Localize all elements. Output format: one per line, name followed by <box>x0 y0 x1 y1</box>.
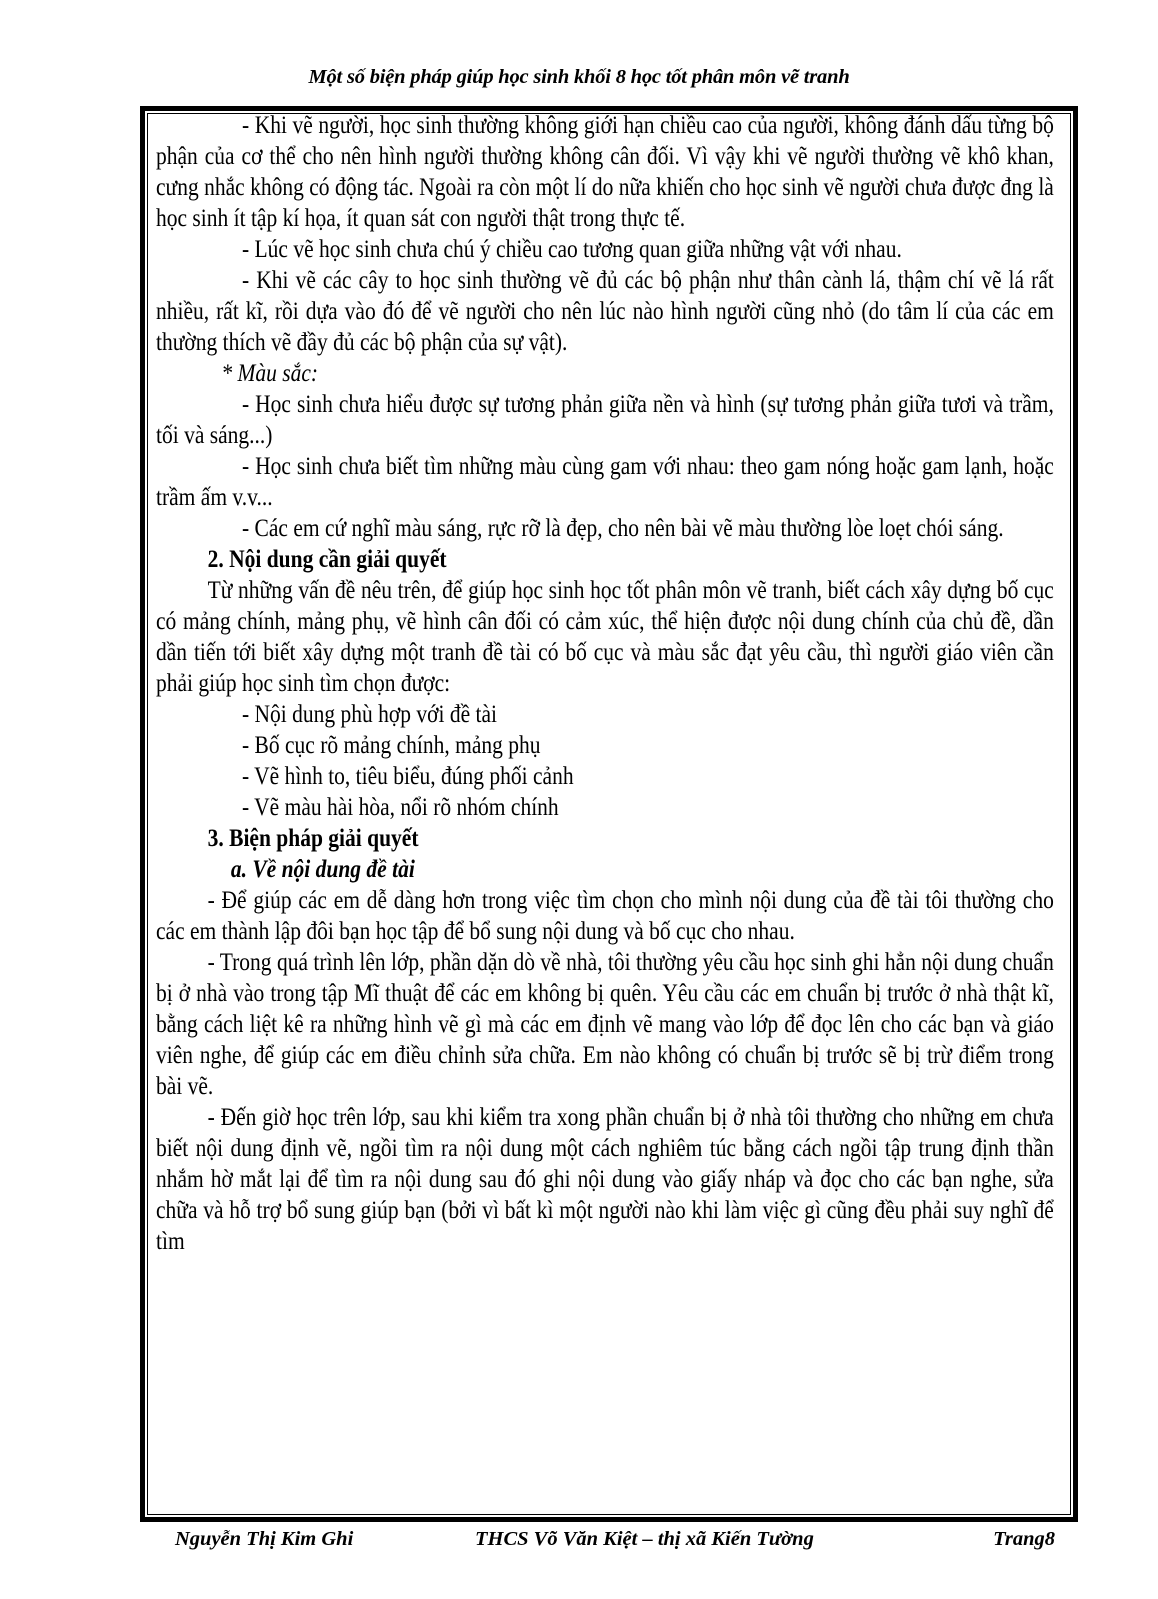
color-subheading: * Màu sắc: <box>221 360 319 387</box>
paragraph-relative-height: - Lúc vẽ học sinh chưa chú ý chiều cao tương quan giữa những vật với nhau. <box>242 236 902 263</box>
footer-page-number: Trang8 <box>993 1528 1055 1550</box>
list-item: - Nội dung phù hợp với đề tài <box>242 701 498 728</box>
paragraph-in-class: - Đến giờ học trên lớp, sau khi kiểm tra xong phần chuẩn bị ở nhà tôi thường cho những em chưa biết nội dung định vẽ, ngồi tìm ra nội dung một cách nghiêm túc bằng cách ngồi tập trung định thần nhắm hờ mắt lại để tìm ra nội dung sau đó ghi nội dung vào giấy nháp và đọc cho các bạn nghe, sửa chữa và hỗ trợ bổ sung giúp bạn (bởi vì bất kì một người nào khi làm việc gì cũng đều phải suy nghĩ để tìm <box>156 1104 1054 1255</box>
page-footer <box>175 1528 1055 1558</box>
section-2-heading: 2. Nội dung cần giải quyết <box>207 546 447 573</box>
paragraph-big-trees: - Khi vẽ các cây to học sinh thường vẽ đủ các bộ phận như thân cành lá, thậm chí vẽ lá rất nhiều, rất kĩ, rồi dựa vào đó để vẽ người cho nên lúc nào hình người cũng nhỏ (do tâm lí của các em thường thích vẽ đầy đủ các bộ phận của sự vật). <box>156 267 1054 356</box>
list-item: - Bố cục rõ mảng chính, mảng phụ <box>242 732 541 759</box>
section-2-intro: Từ những vấn đề nêu trên, để giúp học sinh học tốt phân môn vẽ tranh, biết cách xây dựng bố cục có mảng chính, mảng phụ, vẽ hình cân đối có cảm xúc, thể hiện được nội dung chính của chủ đề, dần dần tiến tới biết xây dựng một tranh đề tài có bố cục và màu sắc đạt yêu cầu, thì người giáo viên cần phải giúp học sinh tìm chọn được: <box>156 577 1054 697</box>
footer-school: THCS Võ Văn Kiệt – thị xã Kiến Tường <box>475 1528 814 1550</box>
section-3-heading: 3. Biện pháp giải quyết <box>207 825 419 852</box>
list-item: - Vẽ màu hài hòa, nổi rõ nhóm chính <box>242 794 559 821</box>
page-body <box>156 110 1054 1257</box>
list-item: - Vẽ hình to, tiêu biểu, đúng phối cảnh <box>242 763 574 790</box>
footer-author: Nguyễn Thị Kim Ghi <box>175 1528 354 1550</box>
paragraph-bright-colors: - Các em cứ nghĩ màu sáng, rực rỡ là đẹp, cho nên bài vẽ màu thường lòe loẹt chói sáng. <box>242 515 1004 542</box>
paragraph-drawing-people: - Khi vẽ người, học sinh thường không giới hạn chiều cao của người, không đánh dấu từng bộ phận của cơ thể cho nên hình người thường không cân đối. Vì vậy khi vẽ người thường vẽ khô khan, cưng nhắc không có động tác. Ngoài ra còn một lí do nữa khiến cho học sinh vẽ người chưa được đng là học sinh ít tập kí họa, ít quan sát con người thật trong thực tế. <box>156 112 1054 232</box>
paragraph-study-pairs: - Để giúp các em dễ dàng hơn trong việc tìm chọn cho mình nội dung của đề tài tôi thường cho các em thành lập đôi bạn học tập để bổ sung nội dung và bố cục cho nhau. <box>156 887 1054 945</box>
paragraph-homework-prep: - Trong quá trình lên lớp, phần dặn dò về nhà, tôi thường yêu cầu học sinh ghi hẳn nội dung chuẩn bị ở nhà vào trong tập Mĩ thuật để các em không bị quên. Yêu cầu các em chuẩn bị trước ở nhà thật kĩ, bằng cách liệt kê ra những hình vẽ gì mà các em định vẽ mang vào lớp để đọc lên cho các bạn và giáo viên nghe, để giúp các em điều chỉnh sửa chữa. Em nào không có chuẩn bị trước sẽ bị trừ điểm trong bài vẽ. <box>156 949 1054 1100</box>
section-3a-heading: a. Về nội dung đề tài <box>230 856 415 883</box>
paragraph-color-contrast: - Học sinh chưa hiểu được sự tương phản giữa nền và hình (sự tương phản giữa tươi và trầm, tối và sáng...) <box>156 391 1054 449</box>
paragraph-color-gamut: - Học sinh chưa biết tìm những màu cùng gam với nhau: theo gam nóng hoặc gam lạnh, hoặc trầm ấm v.v... <box>156 453 1054 511</box>
page-header-title: Một số biện pháp giúp học sinh khối 8 học tốt phân môn vẽ tranh <box>308 66 850 88</box>
